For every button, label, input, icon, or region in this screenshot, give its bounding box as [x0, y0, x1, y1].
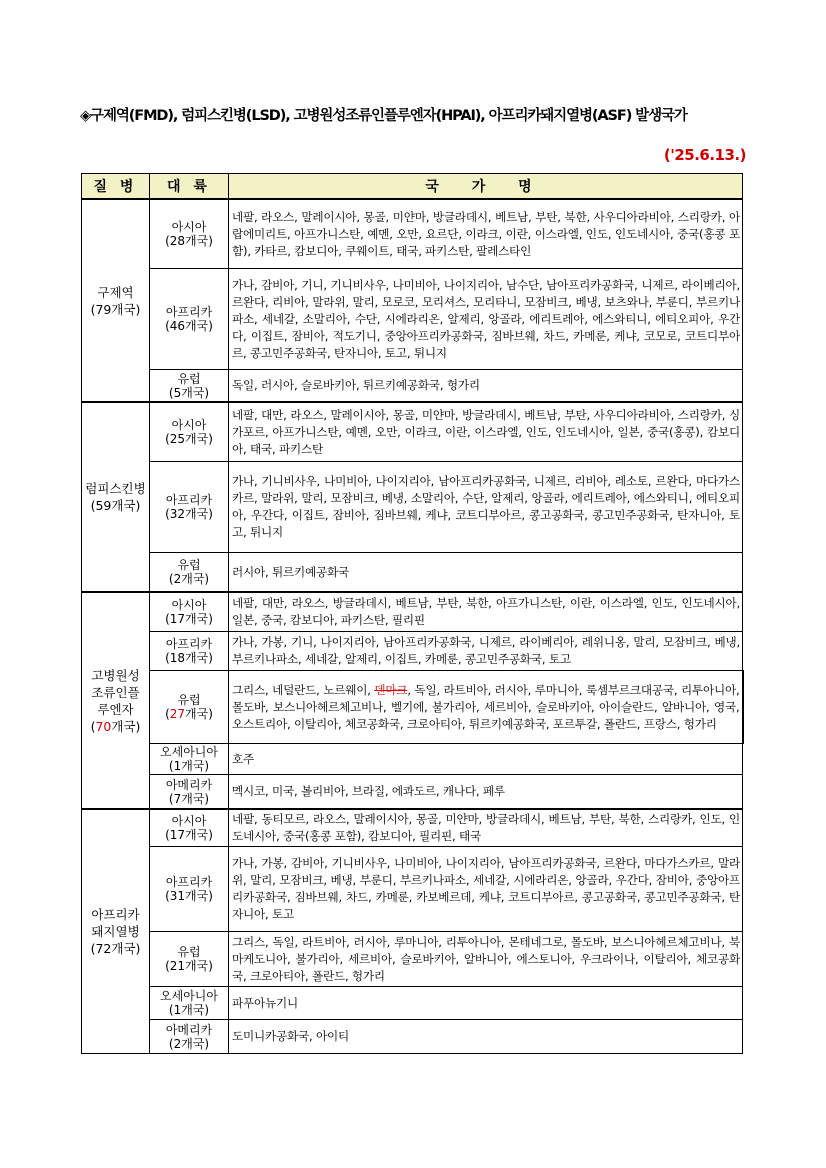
table-row [82, 809, 743, 847]
disease-hpai [82, 592, 150, 809]
region-africa [150, 462, 229, 553]
country-list: 러시아, 튀르키예공화국 [229, 553, 743, 593]
region-name: 아시아 [171, 220, 207, 234]
document-title: ◈구제역(FMD), 럼피스킨병(LSD), 고병원성조류인플루엔자(HPAI), 아프리카돼지열병(ASF) 발생국가 [80, 108, 687, 124]
region-name: 아프리카 [165, 493, 213, 507]
region-name: 유럽 [177, 693, 201, 707]
country-list: 호주 [229, 744, 743, 775]
disease-count: (72개국) [90, 941, 141, 956]
disease-lsd [82, 402, 150, 592]
country-list: 가나, 가봉, 기니, 나이지리아, 남아프리카공화국, 니제르, 라이베리아, 레위니옹, 말리, 모잠비크, 베냉, 부르키나파소, 세네갈, 알제리, 이집트, 카메룬, 콩고민주공화국, 토고 [229, 632, 743, 671]
table-row [82, 553, 743, 593]
region-count: (27개국) [165, 707, 213, 721]
report-date: ('25.6.13.) [663, 146, 746, 164]
region-name: 아프리카 [165, 637, 213, 651]
region-count: (25개국) [165, 432, 213, 446]
region-count: (1개국) [168, 759, 210, 773]
region-name: 아시아 [171, 814, 207, 828]
country-list: 가나, 감비아, 기니, 기니비사우, 나미비아, 나이지리아, 남수단, 남아프리카공화국, 니제르, 라이베리아, 르완다, 리비아, 말라위, 말리, 모로코, 모리셔스, 모리타니, 모잠비크, 베냉, 보츠와나, 부룬디, 부르키나파소, 세네갈, 소말리아, 수단, 시에라리온, 알제리, 앙골라, 에리트레아, 에스와티니, 에티오피아, 우간다, 이집트, 잠비아, 적도기니, 중앙아프리카공화국, 짐바브웨, 차드, 카메룬, 케냐, 코모로, 코트디부아르, 콩고민주공화국, 탄자니아, 토고, 튀니지 [229, 269, 743, 370]
table-row [82, 199, 743, 269]
region-asia [150, 402, 229, 462]
disease-name-line: 루엔자 [97, 701, 134, 717]
region-name: 아프리카 [165, 305, 213, 319]
table-row [82, 932, 743, 987]
region-name: 아메리카 [165, 1022, 213, 1037]
region-name: 유럽 [177, 945, 201, 959]
region-africa [150, 632, 229, 671]
country-list: 가나, 기니비사우, 나미비아, 나이지리아, 남아프리카공화국, 니제르, 리비아, 레소토, 르완다, 마다가스카르, 말라위, 말리, 모잠비크, 베냉, 소말리아, 수단, 알제리, 앙골라, 에리트레아, 에스와티니, 에티오피아, 우간다, 이집트, 잠비아, 짐바브웨, 케냐, 코트디부아르, 콩고공화국, 콩고민주공화국, 탄자니아, 토고, 튀니지 [229, 462, 743, 553]
region-count: (17개국) [165, 828, 213, 842]
region-count: (2개국) [168, 572, 210, 586]
region-europe [150, 553, 229, 593]
region-europe [150, 671, 229, 744]
disease-count: (70개국) [90, 718, 141, 734]
table-row [82, 402, 743, 462]
region-america [150, 775, 229, 810]
disease-count: (59개국) [90, 498, 141, 513]
table-row [82, 775, 743, 810]
region-asia [150, 199, 229, 269]
region-count: (5개국) [168, 385, 210, 400]
disease-count-number: 70 [95, 718, 112, 734]
region-name: 유럽 [177, 558, 201, 572]
region-asia [150, 809, 229, 847]
table-header-row [82, 174, 743, 200]
region-count: (28개국) [165, 234, 213, 248]
country-list: 독일, 러시아, 슬로바키아, 튀르키예공화국, 헝가리 [229, 370, 743, 403]
disease-name: 럼피스킨병 [85, 481, 146, 496]
table-row [82, 462, 743, 553]
header-region: 대 륙 [150, 174, 229, 200]
struck-country: 덴마크 [374, 682, 408, 697]
region-america [150, 1020, 229, 1054]
disease-count: (79개국) [90, 301, 141, 317]
table-row [82, 1020, 743, 1054]
table-row [82, 847, 743, 932]
disease-name-line: 조류인플 [91, 684, 140, 700]
region-count: (1개국) [168, 1003, 210, 1017]
header-disease: 질 병 [82, 174, 150, 200]
table-row [82, 744, 743, 775]
region-count-number: 27 [169, 707, 186, 721]
region-name: 아시아 [171, 418, 207, 432]
region-count: (2개국) [168, 1036, 210, 1051]
table-row [82, 592, 743, 632]
region-count: (17개국) [165, 612, 213, 626]
disease-name-line: 아프리카 [91, 907, 140, 922]
table-row [82, 632, 743, 671]
country-list: 파푸아뉴기니 [229, 987, 743, 1020]
country-list: 네팔, 라오스, 말레이시아, 몽골, 미얀마, 방글라데시, 베트남, 부탄, 북한, 사우디아라비아, 스리랑카, 아랍에미리트, 아프가니스탄, 예멘, 오만, 요르단, 이라크, 이란, 이스라엘, 인도, 인도네시아, 중국(홍콩 포함), 카타르, 캄보디아, 쿠웨이트, 태국, 파키스탄, 팔레스타인 [229, 199, 743, 269]
region-asia [150, 592, 229, 632]
region-count: (7개국) [168, 791, 210, 806]
region-europe [150, 932, 229, 987]
region-name: 유럽 [177, 371, 201, 386]
region-oceania [150, 744, 229, 775]
region-count: (18개국) [165, 651, 213, 665]
region-oceania [150, 987, 229, 1020]
disease-name: 구제역 [97, 284, 134, 300]
disease-asf [82, 809, 150, 1054]
region-count: (21개국) [165, 959, 213, 973]
region-name: 오세아니아 [160, 745, 218, 759]
region-name: 아시아 [171, 598, 207, 612]
country-list: 도미니카공화국, 아이티 [229, 1020, 743, 1054]
table-row [82, 370, 743, 403]
header-countries: 국 가 명 [229, 174, 743, 200]
region-africa [150, 269, 229, 370]
table-row [82, 987, 743, 1020]
country-list: 네팔, 동티모르, 라오스, 말레이시아, 몽골, 미얀마, 방글라데시, 베트남, 부탄, 북한, 스리랑카, 인도, 인도네시아, 중국(홍콩 포함), 캄보디아, 필리핀, 태국 [229, 809, 743, 847]
region-count: (46개국) [165, 319, 213, 333]
region-count: (31개국) [165, 889, 213, 903]
country-list: 네팔, 대만, 라오스, 방글라데시, 베트남, 부탄, 북한, 아프가니스탄, 이란, 이스라엘, 인도, 인도네시아, 일본, 중국, 캄보디아, 파키스탄, 필리핀 [229, 592, 743, 632]
country-list: 그리스, 네덜란드, 노르웨이, 덴마크, 독일, 라트비아, 러시아, 루마니아, 룩셈부르크대공국, 리투아니아, 몰도바, 보스니아헤르체고비나, 벨기에, 불가리아, 세르비아, 슬로바키아, 아이슬란드, 알바니아, 영국, 오스트리아, 이탈리아, 체코공화국, 크로아티아, 튀르키예공화국, 포르투갈, 폴란드, 프랑스, 헝가리 [229, 671, 743, 744]
disease-name-line: 고병원성 [91, 667, 140, 683]
disease-fmd [82, 199, 150, 402]
country-list: 네팔, 대만, 라오스, 말레이시아, 몽골, 미얀마, 방글라데시, 베트남, 부탄, 사우디아라비아, 스리랑카, 싱가포르, 아프가니스탄, 예멘, 오만, 이라크, 이란, 이스라엘, 인도, 인도네시아, 일본, 중국(홍콩), 캄보디아, 태국, 파키스탄 [229, 402, 743, 462]
table-row [82, 671, 743, 744]
region-count: (32개국) [165, 507, 213, 521]
region-name: 아메리카 [165, 777, 213, 792]
disease-name-line: 돼지열병 [91, 924, 140, 939]
region-africa [150, 847, 229, 932]
region-name: 아프리카 [165, 875, 213, 889]
region-europe [150, 370, 229, 403]
country-list: 가나, 가봉, 감비아, 기니비사우, 나미비아, 나이지리아, 남아프리카공화국, 르완다, 마다가스카르, 말라위, 말리, 모잠비크, 베냉, 부룬디, 부르키나파소, 세네갈, 시에라리온, 앙골라, 우간다, 잠비아, 중앙아프리카공화국, 짐바브웨, 차드, 카메룬, 카보베르데, 케냐, 코트디부아르, 콩고공화국, 콩고민주공화국, 탄자니아, 토고 [229, 847, 743, 932]
outbreak-countries-table [81, 173, 744, 1054]
table-row [82, 269, 743, 370]
region-name: 오세아니아 [160, 989, 218, 1003]
country-list: 멕시코, 미국, 볼리비아, 브라질, 에콰도르, 캐나다, 페루 [229, 775, 743, 810]
country-list: 그리스, 독일, 라트비아, 러시아, 루마니아, 리투아니아, 몬테네그로, 몰도바, 보스니아헤르체고비나, 북마케도니아, 불가리아, 세르비아, 슬로바키아, 알바니아, 에스토니아, 우크라이나, 이탈리아, 체코공화국, 크로아티아, 폴란드, 헝가리 [229, 932, 743, 987]
